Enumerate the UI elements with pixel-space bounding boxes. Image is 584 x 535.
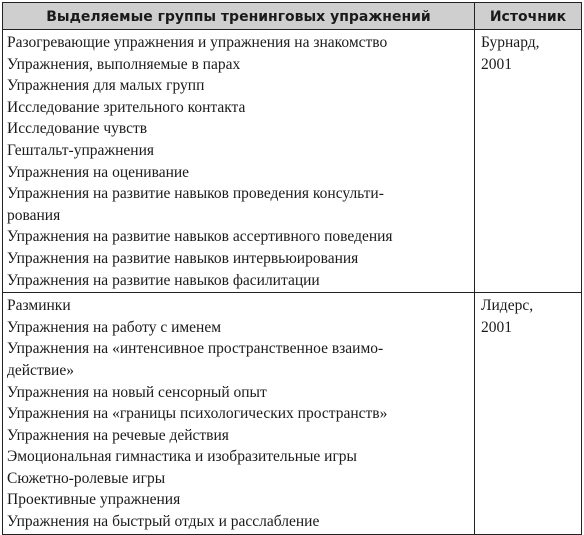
- list-item: Упражнения на «границы психологических пространств»: [7, 405, 388, 423]
- header-source: Источник: [475, 3, 582, 30]
- table-row: [3, 293, 582, 535]
- source-cell: [475, 293, 582, 535]
- exercise-groups-table: [2, 2, 582, 535]
- list-item: Проективные упражнения: [7, 491, 181, 509]
- groups-list: [3, 30, 474, 292]
- table-row: [3, 30, 582, 293]
- groups-cell: [3, 30, 475, 293]
- groups-cell: [3, 293, 475, 535]
- list-item: Исследование зрительного контакта: [7, 98, 246, 116]
- list-item: Гештальт-упражнения: [7, 141, 155, 159]
- source-cell: [475, 30, 582, 293]
- list-item: Упражнения на речевые действия: [7, 426, 229, 444]
- source-citation: Бурнард, 2001: [481, 34, 540, 73]
- list-item: Упражнения на быстрый отдых и расслабление: [7, 513, 320, 531]
- list-item: Упражнения на развитие навыков ассертивного поведения: [7, 228, 393, 246]
- list-item: Упражнения на оценивание: [7, 163, 190, 181]
- list-item: Разогревающие упражнения и упражнения на знакомство: [7, 34, 388, 51]
- list-item: Упражнения на развитие навыков проведения консульти- рования: [7, 185, 384, 224]
- list-item: Упражнения, выполняемые в парах: [7, 55, 241, 73]
- list-item: Упражнения на новый сенсорный опыт: [7, 383, 267, 401]
- list-item: Эмоциональная гимнастика и изобразительные игры: [7, 448, 357, 466]
- list-item: Разминки: [7, 297, 71, 315]
- table-header-row: [3, 3, 582, 30]
- list-item: Упражнения на развитие навыков фасилитации: [7, 271, 320, 289]
- header-groups: Выделяемые группы тренинговых упражнений: [3, 3, 475, 30]
- source-citation: Лидерс, 2001: [481, 297, 534, 336]
- list-item: Упражнения на «интенсивное пространственное взаимо- действие»: [7, 340, 384, 379]
- list-item: Упражнения для малых групп: [7, 77, 205, 95]
- list-item: Исследование чувств: [7, 120, 148, 138]
- list-item: Упражнения на развитие навыков интервьюирования: [7, 249, 359, 267]
- groups-list: [3, 293, 474, 534]
- list-item: Упражнения на работу с именем: [7, 318, 222, 336]
- list-item: Сюжетно-ролевые игры: [7, 469, 166, 487]
